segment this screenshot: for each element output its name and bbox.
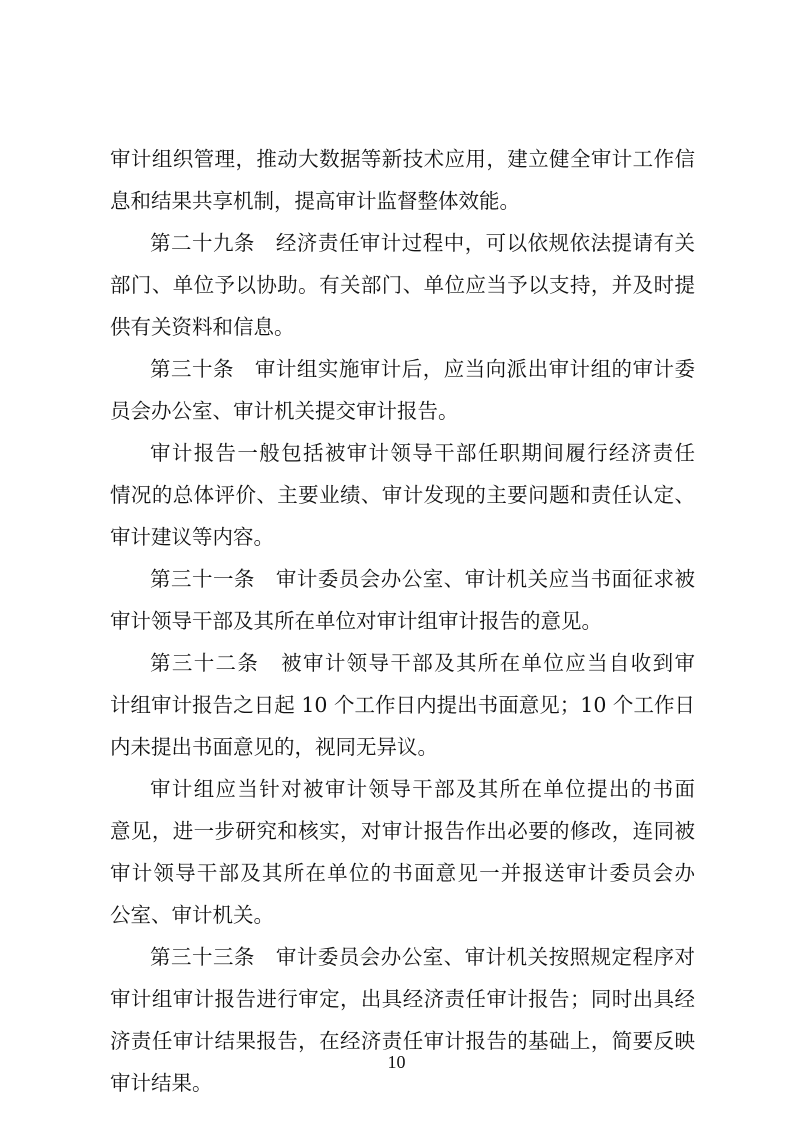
article-32-heading-line: 第三十二条 被审计领导干部及其所在单位应当自收到审 <box>150 651 695 675</box>
article-31-heading-line: 第三十一条 审计委员会办公室、审计机关应当书面征求被 <box>150 567 695 591</box>
text-line: 审计领导干部及其所在单位的书面意见一并报送审计委员会办 <box>110 861 695 885</box>
text-line: 审计建议等内容。 <box>110 525 274 549</box>
text-line: 公室、审计机关。 <box>110 903 274 927</box>
article-30-heading-line: 第三十条 审计组实施审计后，应当向派出审计组的审计委 <box>150 357 695 381</box>
text-line: 内未提出书面意见的，视同无异议。 <box>110 735 438 759</box>
text-line: 部门、单位予以协助。有关部门、单位应当予以支持，并及时提 <box>110 273 695 297</box>
text-line: 审计领导干部及其所在单位对审计组审计报告的意见。 <box>110 609 602 633</box>
text-line: 审计组审计报告进行审定，出具经济责任审计报告；同时出具经 <box>110 987 695 1011</box>
page-number: 10 <box>387 1052 406 1072</box>
text-line: 计组审计报告之日起 10 个工作日内提出书面意见；10 个工作日 <box>110 693 695 717</box>
text-line: 员会办公室、审计机关提交审计报告。 <box>110 399 459 423</box>
text-line: 意见，进一步研究和核实，对审计报告作出必要的修改，连同被 <box>110 819 695 843</box>
article-33-heading-line: 第三十三条 审计委员会办公室、审计机关按照规定程序对 <box>150 945 695 969</box>
paragraph-first-line: 审计组应当针对被审计领导干部及其所在单位提出的书面 <box>150 777 695 801</box>
article-29-heading-line: 第二十九条 经济责任审计过程中，可以依规依法提请有关 <box>150 231 695 255</box>
paragraph-first-line: 审计报告一般包括被审计领导干部任职期间履行经济责任 <box>150 441 695 465</box>
text-line: 情况的总体评价、主要业绩、审计发现的主要问题和责任认定、 <box>110 483 695 507</box>
text-line: 供有关资料和信息。 <box>110 315 295 339</box>
text-line: 息和结果共享机制，提高审计监督整体效能。 <box>110 189 520 213</box>
text-line: 审计结果。 <box>110 1071 213 1095</box>
text-line: 审计组织管理，推动大数据等新技术应用，建立健全审计工作信 <box>110 147 695 171</box>
text-line: 济责任审计结果报告，在经济责任审计报告的基础上，简要反映 <box>110 1029 695 1053</box>
